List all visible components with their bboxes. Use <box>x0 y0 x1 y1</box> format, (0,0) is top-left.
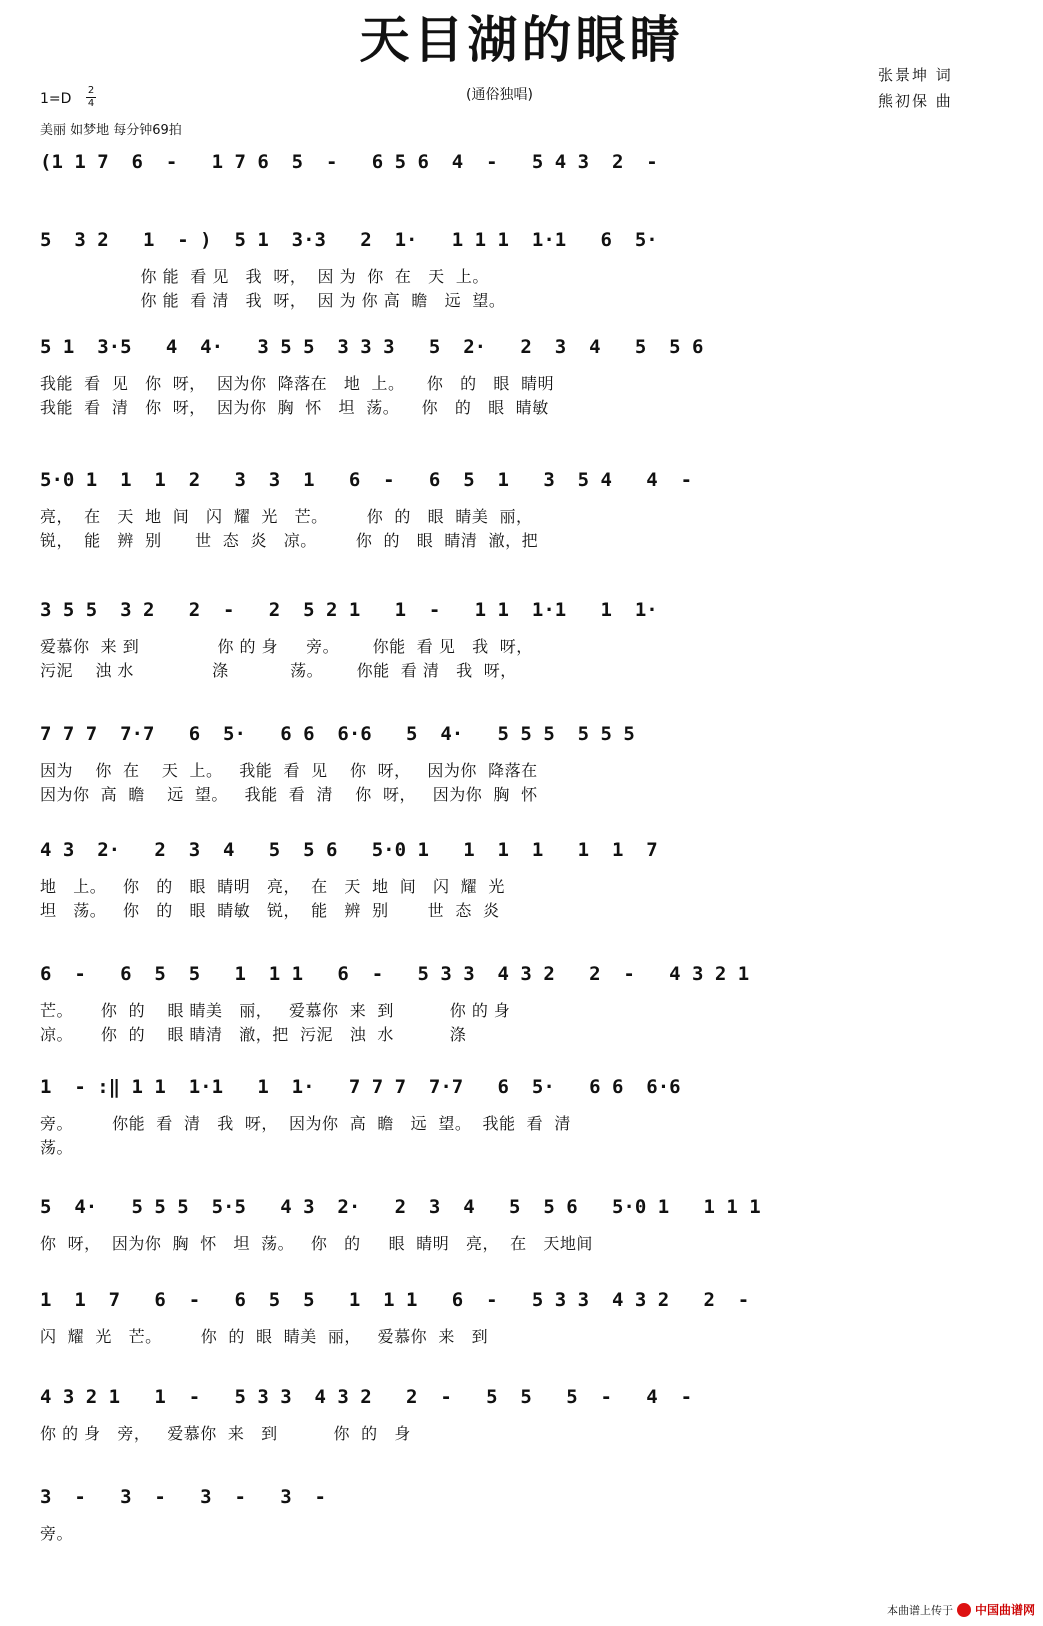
notation-line: 5 1 3·5 4 4· 3 5 5 3 3 3 5 2· 2 3 4 5 5 6 <box>40 336 704 358</box>
notation-line: 3 - 3 - 3 - 3 - <box>40 1486 326 1508</box>
lyrics-verse-1: 爱慕你 来 到 你 的 身 旁。 你能 看 见 我 呀， <box>40 637 533 656</box>
footer <box>887 1601 1035 1618</box>
lyrics-verse-1: 芒。 你 的 眼 睛美 丽， 爱慕你 来 到 你 的 身 <box>40 1001 511 1020</box>
lyrics-verse-1: 旁。 你能 看 清 我 呀， 因为你 高 瞻 远 望。 我能 看 清 <box>40 1114 571 1133</box>
key-signature: 1=D <box>40 91 72 107</box>
lyrics-verse-1: 你 能 看 见 我 呀， 因 为 你 在 天 上。 <box>40 267 489 286</box>
notation-line: 1 - :‖ 1 1 1·1 1 1· 7 7 7 7·7 6 5· 6 6 6·6 <box>40 1076 681 1098</box>
site-name: 中国曲谱网 <box>974 1603 1035 1617</box>
notation-line: 4 3 2 1 1 - 5 3 3 4 3 2 2 - 5 5 5 - 4 - <box>40 1386 693 1408</box>
lyrics-verse-2: 坦 荡。 你 的 眼 睛敏 锐， 能 辨 别 世 态 炎 <box>40 901 500 920</box>
notation-line: 3 5 5 3 2 2 - 2 5 2 1 1 - 1 1 1·1 1 1· <box>40 599 658 621</box>
score-system <box>0 1288 1043 1388</box>
score-system <box>0 335 1043 435</box>
composer-credit: 熊初保 曲 <box>878 92 953 110</box>
time-signature-top: 2 <box>87 85 95 96</box>
lyrics-verse-1: 闪 耀 光 芒。 你 的 眼 睛美 丽， 爱慕你 来 到 <box>40 1327 489 1346</box>
lyrics-verse-1: 你 的 身 旁， 爱慕你 来 到 你 的 身 <box>40 1424 411 1443</box>
score-system <box>0 838 1043 938</box>
score-system <box>0 468 1043 568</box>
lyrics-verse-2: 因为你 高 瞻 远 望。 我能 看 清 你 呀， 因为你 胸 怀 <box>40 785 538 804</box>
lyricist-credit: 张景坤 词 <box>878 66 953 84</box>
lyrics-verse-2: 我能 看 清 你 呀， 因为你 胸 怀 坦 荡。 你 的 眼 睛敏 <box>40 398 549 417</box>
time-signature <box>86 86 96 109</box>
tempo-marking: 美丽 如梦地 每分钟69拍 <box>40 123 182 138</box>
notation-line: 4 3 2· 2 3 4 5 5 6 5·0 1 1 1 1 1 1 7 <box>40 839 658 861</box>
lyrics-verse-1: 因为 你 在 天 上。 我能 看 见 你 呀， 因为你 降落在 <box>40 761 538 780</box>
score-system <box>0 228 1043 328</box>
lyrics-verse-1: 亮， 在 天 地 间 闪 耀 光 芒。 你 的 眼 睛美 丽， <box>40 507 533 526</box>
site-logo-icon <box>957 1603 971 1617</box>
upload-notice: 本曲谱上传于 <box>886 1603 953 1617</box>
notation-line: 5·0 1 1 1 2 3 3 1 6 - 6 5 1 3 5 4 4 - <box>40 469 693 491</box>
lyrics-verse-1: 我能 看 见 你 呀， 因为你 降落在 地 上。 你 的 眼 睛明 <box>40 374 555 393</box>
notation-line: (1 1 7 6 - 1 7 6 5 - 6 5 6 4 - 5 4 3 2 - <box>40 151 658 173</box>
score-system <box>0 1385 1043 1485</box>
notation-line: 1 1 7 6 - 6 5 5 1 1 1 6 - 5 3 3 4 3 2 2 - <box>40 1289 750 1311</box>
lyrics-verse-2: 污泥 浊 水 涤 荡。 你能 看 清 我 呀， <box>40 661 517 680</box>
lyrics-verse-1: 地 上。 你 的 眼 睛明 亮， 在 天 地 间 闪 耀 光 <box>40 877 505 896</box>
score-system <box>0 722 1043 822</box>
score-system <box>0 598 1043 698</box>
notation-line: 7 7 7 7·7 6 5· 6 6 6·6 5 4· 5 5 5 5 5 5 <box>40 723 635 745</box>
score-system <box>0 1195 1043 1295</box>
lyrics-verse-2: 凉。 你 的 眼 睛清 澈，把 污泥 浊 水 涤 <box>40 1025 467 1044</box>
time-signature-bottom: 4 <box>87 98 95 109</box>
score-system <box>0 1075 1043 1175</box>
notation-line: 6 - 6 5 5 1 1 1 6 - 5 3 3 4 3 2 2 - 4 3 2 1 <box>40 963 750 985</box>
notation-line: 5 4· 5 5 5 5·5 4 3 2· 2 3 4 5 5 6 5·0 1 1 1 1 <box>40 1196 761 1218</box>
lyrics-verse-2: 荡。 <box>40 1138 74 1157</box>
performance-style: (通俗独唱) <box>466 87 533 103</box>
song-title: 天目湖的眼睛 <box>359 11 684 69</box>
score-system <box>0 962 1043 1062</box>
notation-line: 5 3 2 1 - ) 5 1 3·3 2 1· 1 1 1 1·1 6 5· <box>40 229 658 251</box>
lyrics-verse-2: 锐， 能 辨 别 世 态 炎 凉。 你 的 眼 睛清 澈，把 <box>40 531 539 550</box>
lyrics-verse-1: 旁。 <box>40 1524 74 1543</box>
lyrics-verse-1: 你 呀， 因为你 胸 怀 坦 荡。 你 的 眼 睛明 亮， 在 天地间 <box>40 1234 593 1253</box>
lyrics-verse-2: 你 能 看 清 我 呀， 因 为 你 高 瞻 远 望。 <box>40 291 506 310</box>
score-system <box>0 1485 1043 1585</box>
